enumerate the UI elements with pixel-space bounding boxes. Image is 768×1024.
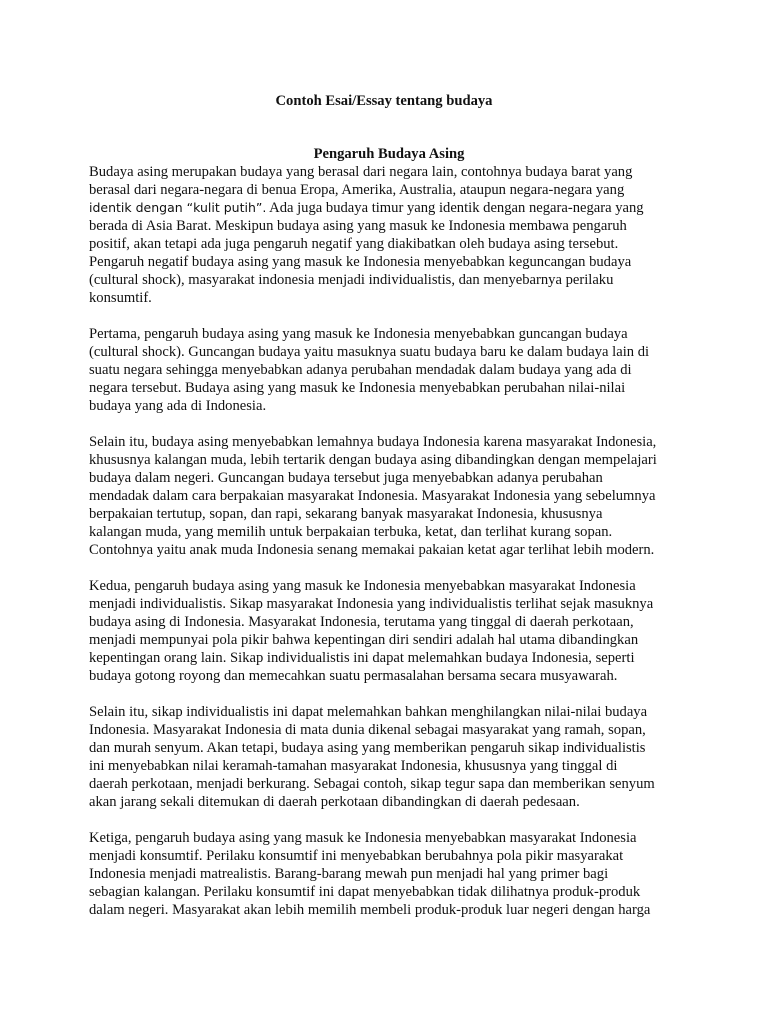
text-line: konsumtif. xyxy=(89,290,152,306)
text-line xyxy=(89,199,689,217)
text-line: budaya asing di Indonesia. Masyarakat Indonesia, terutama yang tinggal di daerah perkotaan, xyxy=(89,614,634,630)
text-line: Selain itu, budaya asing menyebabkan lemahnya budaya Indonesia karena masyarakat Indonesia, xyxy=(89,434,657,450)
text-line: Kedua, pengaruh budaya asing yang masuk ke Indonesia menyebabkan masyarakat Indonesia xyxy=(89,578,636,594)
text-line: akan jarang sekali ditemukan di daerah perkotaan dibandingkan di daerah pedesaan. xyxy=(89,794,580,810)
text-line: (cultural shock), masyarakat indonesia menjadi individualistis, dan menyebarnya perilaku xyxy=(89,272,614,288)
text-line: kepentingan orang lain. Sikap individualistis ini dapat melemahkan budaya Indonesia, seperti xyxy=(89,650,635,666)
text-line: Indonesia. Masyarakat Indonesia di mata dunia dikenal sebagai masyarakat yang ramah, sopan, xyxy=(89,722,646,738)
text-line: sebagian kalangan. Perilaku konsumtif ini dapat menyebabkan tidak dilihatnya produk-produk xyxy=(89,884,641,900)
text-line: berasal dari negara-negara di benua Eropa, Amerika, Australia, ataupun negara-negara yang xyxy=(89,182,625,198)
text-line: Ketiga, pengaruh budaya asing yang masuk ke Indonesia menyebabkan masyarakat Indonesia xyxy=(89,830,637,846)
inline-text-run: Ada juga budaya timur yang identik dengan negara-negara yang xyxy=(266,200,644,216)
paragraph xyxy=(89,163,689,307)
text-line: dalam negeri. Masyarakat akan lebih memilih membeli produk-produk luar negeri dengan harga xyxy=(89,902,651,918)
text-line: Pertama, pengaruh budaya asing yang masuk ke Indonesia menyebabkan guncangan budaya xyxy=(89,326,628,342)
text-line: menjadi mempunyai pola pikir bahwa kepentingan diri sendiri adalah hal utama dibandingkan xyxy=(89,632,639,648)
text-line: Budaya asing merupakan budaya yang berasal dari negara lain, contohnya budaya barat yang xyxy=(89,164,633,180)
text-line: berpakaian tertutup, sopan, dan rapi, sekarang banyak masyarakat Indonesia, khususnya xyxy=(89,506,603,522)
paragraph xyxy=(89,577,689,685)
text-line: Contohnya yaitu anak muda Indonesia senang memakai pakaian ketat agar terlihat lebih modern. xyxy=(89,542,655,558)
text-line: berada di Asia Barat. Meskipun budaya asing yang masuk ke Indonesia membawa pengaruh xyxy=(89,218,627,234)
text-line: daerah perkotaan, menjadi berkurang. Sebagai contoh, sikap tegur sapa dan memberikan senyum xyxy=(89,776,655,792)
inline-text-run: identik dengan “kulit putih”. xyxy=(89,200,267,215)
text-line: (cultural shock). Guncangan budaya yaitu masuknya suatu budaya baru ke dalam budaya lain di xyxy=(89,344,650,360)
text-line: Selain itu, sikap individualistis ini dapat melemahkan bahkan menghilangkan nilai-nilai budaya xyxy=(89,704,648,720)
text-line: menjadi individualistis. Sikap masyarakat Indonesia yang individualistis terlihat sejak masuknya xyxy=(89,596,654,612)
paragraph xyxy=(89,433,689,559)
text-line: positif, akan tetapi ada juga pengaruh negatif yang diakibatkan oleh budaya asing tersebut. xyxy=(89,236,619,252)
paragraph xyxy=(89,325,689,415)
text-line: ini menyebabkan nilai keramah-tamahan masyarakat Indonesia, khususnya yang tinggal di xyxy=(89,758,618,774)
text-line: budaya yang ada di Indonesia. xyxy=(89,398,267,414)
text-line: mendadak dalam cara berpakaian masyarakat Indonesia. Masyarakat Indonesia yang sebelumnya xyxy=(89,488,656,504)
text-line: menjadi konsumtif. Perilaku konsumtif ini menyebabkan berubahnya pola pikir masyarakat xyxy=(89,848,624,864)
text-line: negara tersebut. Budaya asing yang masuk ke Indonesia menyebabkan perubahan nilai-nilai xyxy=(89,380,626,396)
document-body xyxy=(89,145,689,937)
paragraph xyxy=(89,829,689,919)
text-line: suatu negara sehingga menyebabkan adanya perubahan mendadak dalam budaya yang ada di xyxy=(89,362,632,378)
text-line: Indonesia menjadi matrealistis. Barang-barang mewah pun menjadi hal yang primer bagi xyxy=(89,866,609,882)
section-heading: Pengaruh Budaya Asing xyxy=(313,146,465,162)
text-line: dan murah senyum. Akan tetapi, budaya asing yang memberikan pengaruh sikap individualistis xyxy=(89,740,646,756)
text-line: kalangan muda, yang memilih untuk berpakaian terbuka, ketat, dan terlihat kurang sopan. xyxy=(89,524,613,540)
paragraph-container xyxy=(89,163,689,919)
text-line: budaya gotong royong dan memecahkan suatu permasalahan bersama secara musyawarah. xyxy=(89,668,618,684)
document-title: Contoh Esai/Essay tentang budaya xyxy=(275,93,493,109)
paragraph xyxy=(89,703,689,811)
text-line: Pengaruh negatif budaya asing yang masuk ke Indonesia menyebabkan keguncangan budaya xyxy=(89,254,632,270)
text-line: khususnya kalangan muda, lebih tertarik dengan budaya asing dibandingkan dengan mempelajari xyxy=(89,452,657,468)
text-line: budaya dalam negeri. Guncangan budaya tersebut juga menyebabkan adanya perubahan xyxy=(89,470,603,486)
